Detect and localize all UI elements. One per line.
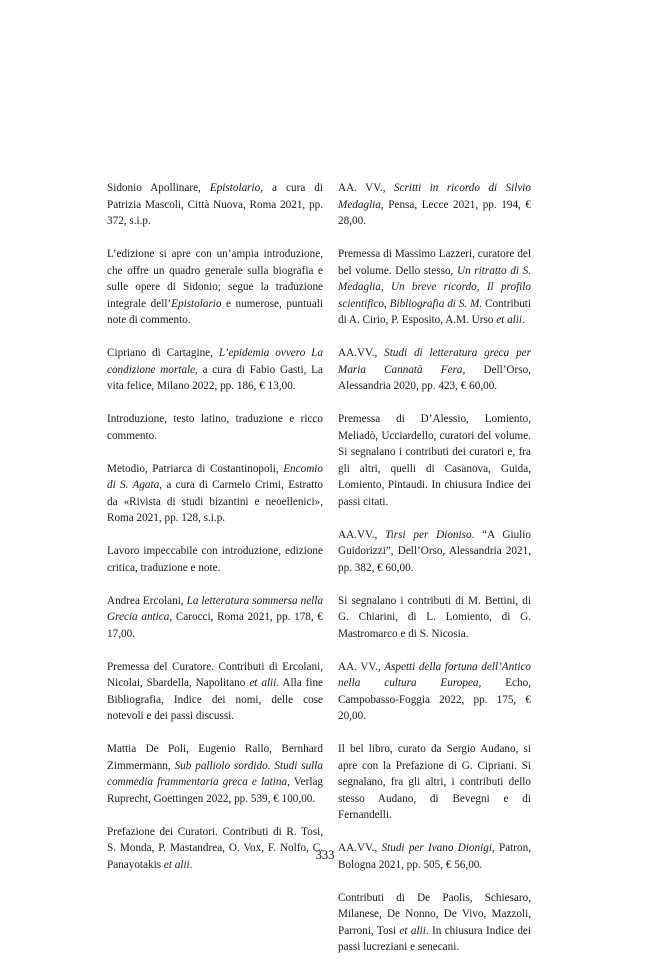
text-run: Prefazione dei Curatori. Contributi di R. Tosi, S. Monda, P. Mastandrea, O. Vox, F. Nolfo, C. Panayotakis — [107, 825, 323, 871]
book-reference — [107, 345, 323, 395]
book-reference — [338, 180, 531, 230]
text-run: Sidonio Apollinare, — [107, 182, 210, 194]
text-run: AA. VV., — [338, 660, 385, 673]
text-run: AA.VV., — [338, 842, 382, 854]
book-citation — [338, 180, 531, 230]
book-citation — [107, 345, 323, 395]
text-run: , Pensa, Lecce 2021, pp. 194, € 28,00. — [338, 198, 531, 227]
italic-text-run: Aspetti della fortuna dell’Antico nella cultura Europea, — [338, 660, 532, 689]
text-run: Lavoro impeccabile con introduzione, edizione critica, traduzione e note. — [107, 545, 323, 574]
text-run: . In chiusura Indice dei passi lucreziani e senecani. — [338, 924, 532, 953]
text-run: , a cura di Fabio Gasti, La vita felice, Milano 2022, pp. 186, € 13,00. — [107, 363, 323, 392]
book-note — [107, 246, 323, 329]
book-note — [338, 411, 531, 510]
book-citation — [338, 659, 531, 725]
italic-text-run: Studi per Ivano Dionigi — [381, 842, 492, 854]
book-note-text — [107, 411, 323, 444]
italic-text-run: L’epidemia ovvero La condizione mortale — [107, 347, 323, 376]
text-run: Contributi di De Paolis, Schiesaro, Milanese, De Nonno, De Vivo, Mazzoli, Parroni, Tosi — [338, 891, 531, 937]
text-run: , Dell’Orso, Alessandria 2020, pp. 423, € 60,00. — [338, 363, 531, 392]
italic-text-run: Sub palliolo sordido. Studi sulla commedia frammentaria greca e latina — [107, 759, 323, 788]
text-run: Premessa di D’Alessio, Lomiento, Meliadò, Ucciardello, curatori del volume. Si segnalano i contributi dei curatori e, fra gli altri, quelli di Casanova, Guida, Lomiento, Pintaudi. In chiusura Indice dei passi citati. — [338, 413, 531, 508]
text-run: Si segnalano i contributi di M. Bettini, di G. Chiarini, di L. Lomiento, di G. Mastromarco e di S. Nicosia. — [338, 594, 531, 640]
text-run: Il bel libro, curato da Sergio Audano, si apre con la Prefazione di G. Cipriani. Si segnalano, fra gli altri, i contributi dello stesso Audano, di Bevegni e di Fernandelli. — [338, 743, 531, 821]
italic-text-run: Scritti in ricordo di Silvio Medaglia — [338, 182, 532, 211]
italic-text-run: et alii — [163, 858, 190, 871]
italic-text-run: et alii — [399, 924, 426, 937]
book-reference — [107, 461, 323, 527]
book-note — [338, 741, 531, 824]
book-note — [107, 659, 323, 725]
italic-text-run: Un ritratto di S. Medaglia, Un breve ricordo, Il profilo scientifico, Bibliografia di S. M. — [338, 264, 532, 310]
book-note-text — [338, 890, 531, 956]
text-run: , Carocci, Roma 2021, pp. 178, € 17,00. — [107, 611, 323, 640]
text-run: AA.VV., — [338, 528, 386, 541]
text-run: Echo, Campobasso-Foggia 2022, pp. 175, € 20,00. — [338, 677, 531, 722]
book-note — [338, 246, 531, 329]
italic-text-run: Tirsi per Dioniso — [385, 528, 472, 541]
text-run: . “A Giulio Guidorizzi”, Dell’Orso, Alessandria 2021, pp. 382, € 60,00. — [338, 528, 531, 574]
book-note — [338, 593, 531, 643]
book-reference — [338, 659, 531, 725]
book-citation — [107, 180, 323, 230]
text-run: L’edizione si apre con un’ampia introduzione, che offre un quadro generale sulla biografia e sulle opere di Sidonio; segue la traduzione integrale dell’ — [107, 248, 323, 310]
book-citation — [107, 741, 323, 807]
book-note — [107, 411, 323, 444]
text-run: . Alla fine Bibliografia, Indice dei nomi, delle cose notevoli e dei passi discussi. — [107, 677, 324, 722]
italic-text-run: et alii — [496, 314, 522, 326]
italic-text-run: et alii — [249, 677, 277, 689]
text-run: , a cura di Carmelo Crimi, Estratto da «Rivista di studi bizantini e neoellenici», Roma 2021, pp. 128, s.i.p. — [107, 479, 323, 524]
page-number: 333 — [315, 848, 335, 862]
book-reference — [338, 527, 531, 577]
book-note — [107, 543, 323, 576]
book-note-text — [107, 543, 323, 576]
text-run: AA. VV., — [338, 182, 394, 194]
text-run: AA.VV., — [338, 347, 385, 359]
book-citation — [107, 461, 323, 527]
text-run: Premessa del Curatore. Contributi di Ercolani, Nicolai, Sbardella, Napolitano — [107, 660, 323, 689]
text-run: , Patron, Bologna 2021, pp. 505, € 56,00. — [338, 842, 531, 871]
book-note — [338, 890, 531, 956]
text-run: , a cura di Patrizia Mascoli, Città Nuova, Roma 2021, pp. 372, s.i.p. — [107, 182, 323, 227]
book-note-text — [338, 411, 531, 510]
book-note-text — [107, 659, 323, 725]
italic-text-run: Epistolario — [209, 182, 261, 194]
book-reference — [338, 345, 531, 395]
book-citation — [338, 345, 531, 395]
text-run: Contributi di A. Cirio, P. Esposito, A.M. Urso — [338, 297, 531, 326]
italic-text-run: La letteratura sommersa nella Grecia antica — [107, 594, 323, 623]
text-run: Introduzione, testo latino, traduzione e ricco commento. — [107, 413, 323, 442]
text-run: . — [189, 858, 193, 871]
text-run: , Verlag Ruprecht, Goettingen 2022, pp. 539, € 100,00. — [107, 776, 323, 805]
book-note-text — [338, 593, 531, 643]
book-reference — [107, 741, 323, 807]
text-run: Andrea Ercolani, — [107, 594, 187, 607]
text-run: Metodio, Patriarca di Costantinopoli, — [107, 462, 284, 475]
italic-text-run: Studi di letteratura greca per Maria Cannatà Fera — [338, 347, 531, 376]
left-column — [107, 180, 323, 890]
book-reference — [107, 593, 323, 643]
italic-text-run: Epistolario — [171, 297, 222, 310]
italic-text-run: Encomio di S. Agata — [107, 462, 323, 491]
text-run: . — [522, 314, 525, 326]
text-run: Cipriano di Cartagine, — [107, 347, 219, 359]
book-reference — [107, 180, 323, 230]
book-note-text — [107, 246, 323, 329]
book-note-text — [338, 246, 531, 329]
book-citation — [338, 527, 531, 577]
book-citation — [107, 593, 323, 643]
text-run: Mattia De Poli, Eugenio Rallo, Bernhard Zimmermann, — [107, 743, 323, 772]
text-run: Premessa di Massimo Lazzeri, curatore del bel volume. Dello stesso, — [338, 248, 531, 277]
text-run: e numerose, puntuali note di commento. — [107, 297, 323, 326]
book-note-text — [338, 741, 531, 824]
